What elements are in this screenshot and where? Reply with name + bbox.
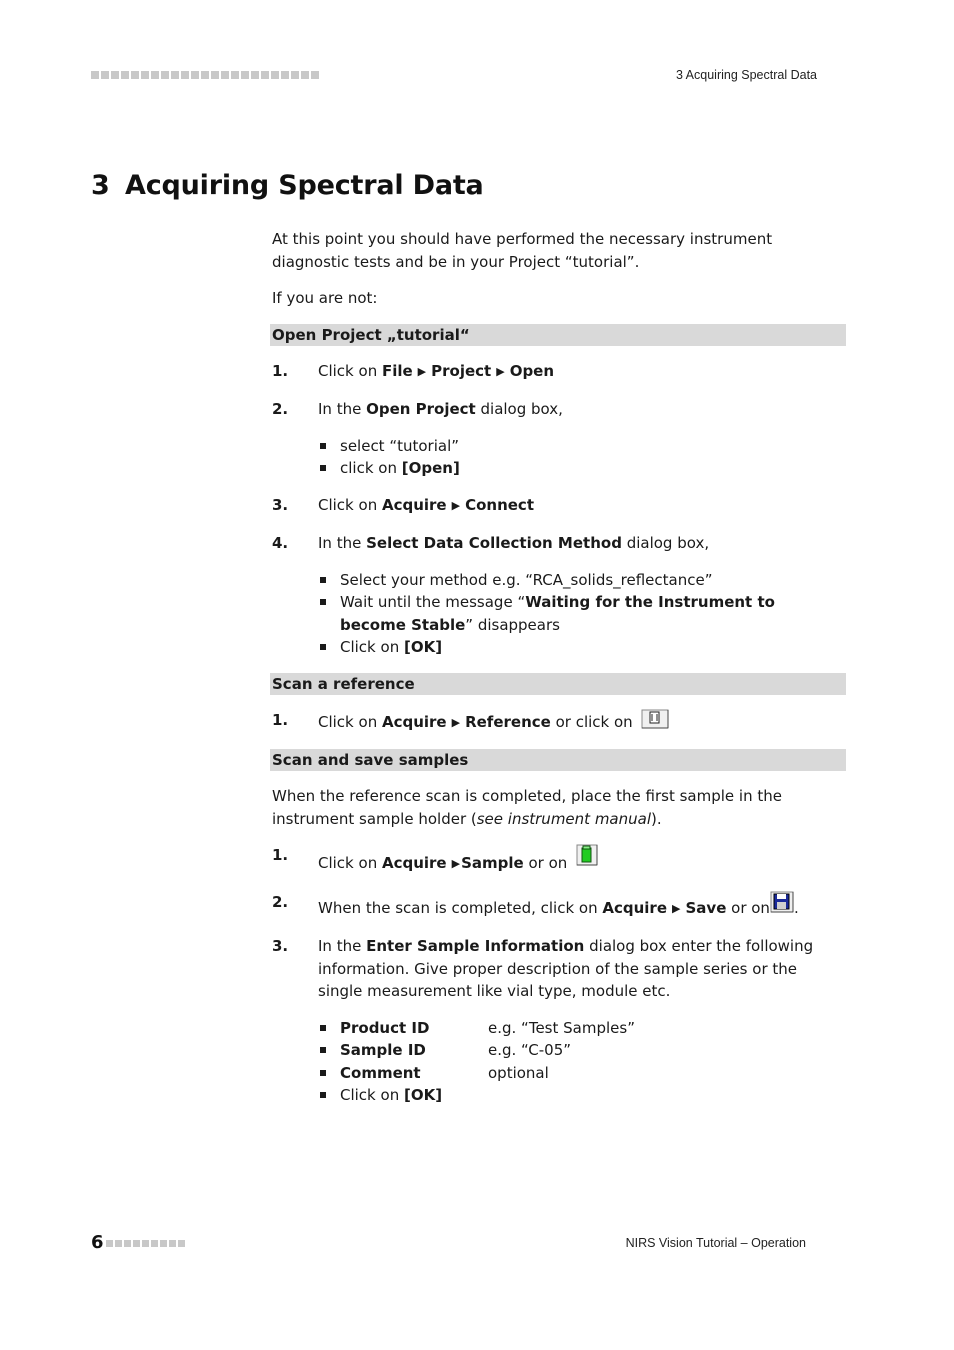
- step-text: [318, 891, 844, 922]
- step-number: 1.: [272, 710, 289, 729]
- step-number: 1.: [272, 361, 289, 380]
- text: Wait until the message “: [340, 593, 526, 611]
- text: or click on: [550, 712, 638, 731]
- step: [272, 709, 844, 736]
- step: [272, 360, 844, 385]
- menu-connect: Connect: [465, 495, 534, 514]
- text: Click on: [318, 495, 382, 514]
- button-ref: [Open]: [401, 459, 460, 477]
- step-text: [318, 398, 844, 421]
- text: or on: [523, 854, 573, 872]
- chapter-number: 3: [91, 170, 110, 201]
- main-content: [272, 228, 844, 1121]
- step-text: [318, 532, 844, 555]
- menu-file: File: [381, 361, 413, 380]
- intro-paragraph: At this point you should have performed the necessary instrument diagnostic tests and be in your Project “tutorial”.: [272, 230, 773, 271]
- text: Click on: [318, 854, 382, 872]
- floppy-save-icon: [770, 891, 794, 920]
- chapter-title: [91, 170, 484, 201]
- step: [272, 398, 844, 421]
- sample-scan-icon: [576, 844, 598, 873]
- step-text: [318, 709, 844, 736]
- list-item: [318, 457, 844, 480]
- intro-paragraph-2: If you are not:: [272, 289, 378, 307]
- list-item: [318, 1084, 844, 1107]
- text: When the scan is completed, click on: [318, 898, 603, 917]
- menu-save: Save: [685, 898, 727, 917]
- chapter-title-text: Acquiring Spectral Data: [125, 170, 484, 201]
- arrow-icon: ▶: [451, 857, 461, 870]
- text: In the: [318, 937, 367, 955]
- arrow-icon: ▶: [496, 364, 505, 378]
- text: dialog box,: [475, 400, 563, 418]
- page-number: 6: [91, 1232, 104, 1253]
- menu-acquire: Acquire: [381, 495, 447, 514]
- text: dialog box,: [621, 534, 710, 552]
- step-text: [318, 844, 844, 877]
- field-value: e.g. “C-05”: [488, 1041, 572, 1059]
- step: [272, 494, 844, 519]
- step-text: [318, 935, 844, 1003]
- section-scan-reference: Scan a reference: [270, 673, 846, 695]
- step: [272, 532, 844, 555]
- footer-decoration: [106, 1240, 185, 1247]
- step-number: 3.: [272, 937, 289, 955]
- text: In the: [318, 534, 367, 552]
- arrow-icon: ▶: [451, 498, 461, 512]
- text: Click on: [340, 1086, 404, 1104]
- reference-scan-icon: [641, 709, 669, 736]
- bullet-list: [318, 1017, 844, 1107]
- step-text: [318, 494, 844, 519]
- arrow-icon: ▶: [451, 715, 461, 729]
- text: ” disappears: [465, 615, 560, 634]
- step: [272, 935, 844, 1003]
- arrow-icon: ▶: [672, 901, 681, 915]
- step: [272, 891, 844, 922]
- list-item: select “tutorial”: [318, 435, 844, 458]
- menu-reference: Reference: [465, 712, 551, 731]
- step-number: 1.: [272, 846, 289, 864]
- menu-open: Open: [509, 361, 555, 380]
- text: Click on: [340, 638, 404, 656]
- dialog-name: Enter Sample Information: [366, 937, 585, 955]
- dialog-name: Select Data Collection Method: [366, 534, 622, 552]
- menu-project: Project: [431, 361, 492, 380]
- step-number: 2.: [272, 892, 289, 911]
- instruction-paragraph: [272, 785, 844, 830]
- list-item: [318, 636, 844, 659]
- step-number: 4.: [272, 534, 289, 552]
- step-text: [318, 360, 844, 385]
- field-name: Sample ID: [340, 1041, 426, 1059]
- text: dialog box enter the following information. Give proper description of the sample series or the single measurement like vial type, module etc.: [318, 937, 814, 1000]
- step: [272, 844, 844, 877]
- section-scan-save: Scan and save samples: [270, 749, 846, 771]
- field-name: Product ID: [340, 1018, 430, 1037]
- list-item: [318, 1017, 844, 1040]
- field-name: Comment: [340, 1063, 421, 1082]
- dialog-name: Open Project: [366, 400, 476, 418]
- field-value: optional: [488, 1063, 549, 1082]
- menu-acquire: Acquire: [602, 898, 668, 917]
- header-decoration: [91, 71, 319, 80]
- field-value: e.g. “Test Samples”: [488, 1018, 635, 1037]
- list-item: [318, 1039, 844, 1062]
- arrow-icon: ▶: [417, 364, 427, 378]
- menu-sample: Sample: [461, 854, 524, 872]
- menu-acquire: Acquire: [381, 712, 447, 731]
- footer-title: NIRS Vision Tutorial – Operation: [625, 1236, 806, 1250]
- step-number: 3.: [272, 495, 289, 514]
- message-ref: Waiting for the Instrument to become Stable: [340, 593, 775, 634]
- text: or on: [726, 898, 770, 917]
- text: Click on: [318, 361, 382, 380]
- text: click on: [340, 459, 402, 477]
- text: In the: [318, 400, 367, 418]
- text: .: [793, 898, 799, 917]
- bullet-list: [318, 435, 844, 480]
- menu-acquire: Acquire: [381, 854, 447, 872]
- list-item: [318, 1062, 844, 1085]
- text: ).: [651, 809, 662, 828]
- button-ref: [OK]: [403, 638, 443, 656]
- text: Click on: [318, 712, 382, 731]
- section-open-project: Open Project „tutorial“: [270, 324, 846, 346]
- text: When the reference scan is completed, place the first sample in the instrument sample holder (: [272, 787, 782, 828]
- list-item: Select your method e.g. “RCA_solids_reflectance”: [318, 569, 844, 592]
- manual-reference: see instrument manual: [476, 809, 651, 828]
- step-number: 2.: [272, 400, 289, 418]
- running-header: 3 Acquiring Spectral Data: [675, 68, 817, 82]
- button-ref: [OK]: [403, 1086, 443, 1104]
- bullet-list: [318, 569, 844, 659]
- list-item: [318, 591, 844, 636]
